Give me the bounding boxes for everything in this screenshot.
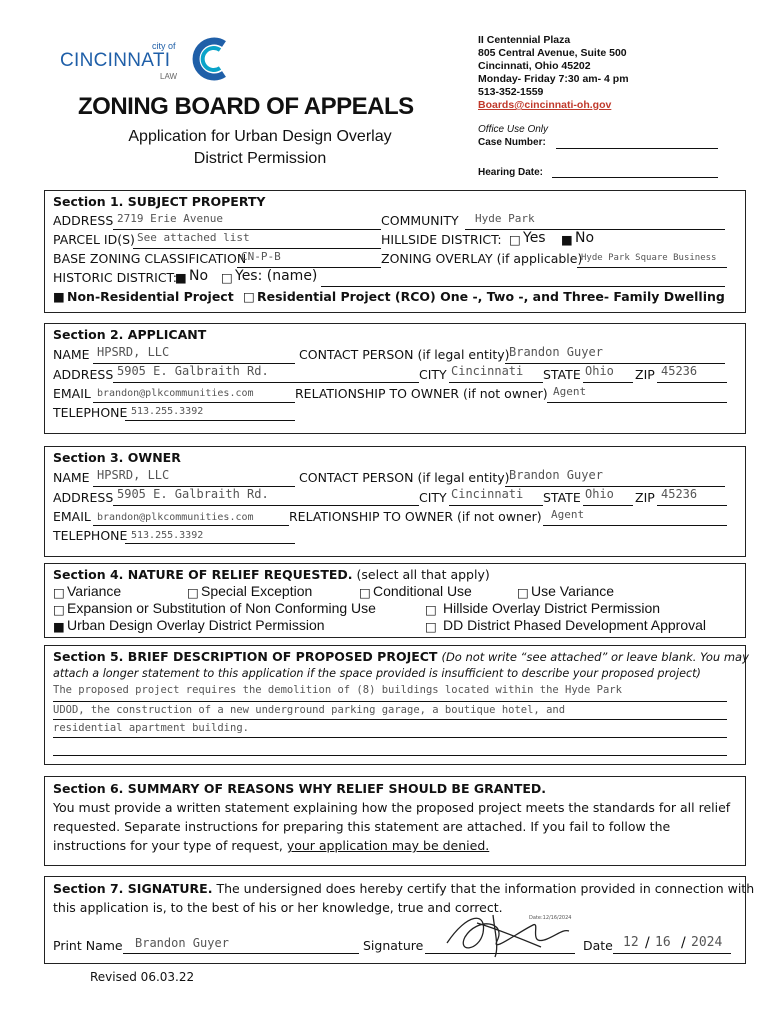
applicant-name-label: NAME (53, 347, 90, 362)
section-4-note: (select all that apply) (356, 567, 490, 582)
date-slash: / (681, 935, 686, 951)
applicant-tel-field[interactable]: 513.255.3392 (131, 406, 204, 417)
owner-zip-field[interactable]: 45236 (661, 487, 698, 501)
owner-rel-line (543, 525, 727, 526)
community-line (465, 229, 725, 230)
use-variance-checkbox[interactable]: □ (517, 585, 529, 600)
address-field[interactable]: 2719 Erie Avenue (117, 212, 223, 225)
print-name-field[interactable]: Brandon Guyer (135, 936, 229, 950)
applicant-state-line (583, 382, 633, 383)
expansion-checkbox[interactable]: □ (53, 602, 65, 617)
applicant-contact-label: CONTACT PERSON (if legal entity) (299, 347, 510, 362)
owner-email-field[interactable]: brandon@plkcommunities.com (97, 512, 254, 523)
description-underline (53, 755, 727, 756)
dd-district-label: DD District Phased Development Approval (443, 617, 707, 633)
historic-name-line[interactable] (321, 286, 725, 287)
conditional-use-checkbox[interactable]: □ (359, 585, 371, 600)
section-6-text-3a: instructions for your type of request, (53, 838, 283, 853)
denial-warning: your application may be denied. (286, 838, 490, 853)
section-5-title: Section 5. BRIEF DESCRIPTION OF PROPOSED PROJECT (53, 649, 438, 664)
parcel-label: PARCEL ID(S) (53, 232, 135, 247)
handwritten-signature-icon[interactable] (437, 903, 577, 961)
description-line[interactable]: The proposed project requires the demolition of (8) buildings located within the Hyde Park (53, 684, 622, 696)
section-6-text-2: requested. Separate instructions for preparing this statement are attached. If you fail to follow the (53, 819, 671, 834)
section-2-title: Section 2. APPLICANT (53, 327, 207, 342)
overlay-line (577, 267, 727, 268)
logo-name: CINCINNATI (60, 50, 171, 71)
address-line: II Centennial Plaza (478, 34, 571, 46)
owner-city-field[interactable]: Cincinnati (451, 487, 524, 501)
applicant-rel-field[interactable]: Agent (553, 385, 587, 398)
udod-label: Urban Design Overlay District Permission (67, 617, 325, 633)
owner-city-label: CITY (419, 490, 447, 505)
applicant-address-field[interactable]: 5905 E. Galbraith Rd. (117, 364, 269, 378)
applicant-zip-line (657, 382, 727, 383)
logo-c-icon (188, 36, 232, 82)
applicant-zip-label: ZIP (635, 367, 655, 382)
section-7-box (44, 876, 755, 964)
owner-state-field[interactable]: Ohio (585, 487, 614, 501)
section-4-heading (53, 567, 490, 582)
nonres-checkbox[interactable]: ■ (53, 289, 65, 304)
email-link[interactable]: Boards@cincinnati-oh.gov (478, 99, 612, 111)
applicant-state-label: STATE (543, 367, 581, 382)
base-zoning-label: BASE ZONING CLASSIFICATION (53, 251, 247, 266)
signature-stamp: Date:12/16/2024 (529, 915, 572, 921)
applicant-zip-field[interactable]: 45236 (661, 364, 698, 378)
applicant-name-field[interactable]: HPSRD, LLC (97, 345, 170, 359)
case-number-field[interactable] (556, 148, 718, 149)
section-5-note: (Do not write “see attached” or leave blank. You may (441, 650, 749, 664)
owner-tel-field[interactable]: 513.255.3392 (131, 530, 204, 541)
historic-label: HISTORIC DISTRICT: (53, 270, 178, 285)
applicant-city-label: CITY (419, 367, 447, 382)
historic-yes-checkbox[interactable]: □ (221, 270, 233, 285)
historic-yes-label: Yes: (name) (235, 268, 318, 284)
hearing-date-label: Hearing Date: (478, 167, 544, 178)
owner-rel-label: RELATIONSHIP TO OWNER (if not owner) (289, 509, 542, 524)
description-underline (53, 719, 727, 720)
office-use-label: Office Use Only (478, 124, 549, 135)
subtitle-line-2: District Permission (193, 150, 327, 167)
applicant-city-field[interactable]: Cincinnati (451, 364, 524, 378)
conditional-use-label: Conditional Use (373, 583, 472, 599)
hillside-no-label: No (575, 230, 595, 246)
section-7-heading (53, 881, 754, 896)
section-1-title: Section 1. SUBJECT PROPERTY (53, 194, 266, 209)
hillside-overlay-checkbox[interactable]: □ (425, 602, 437, 617)
applicant-address-line (113, 382, 419, 383)
owner-tel-label: TELEPHONE (53, 528, 128, 543)
parcel-line (133, 248, 381, 249)
applicant-tel-line (125, 420, 295, 421)
section-7-text-2: this application is, to the best of his or her knowledge, true and correct. (53, 900, 503, 915)
variance-checkbox[interactable]: □ (53, 585, 65, 600)
description-line[interactable]: UDOD, the construction of a new underground parking garage, a boutique hotel, and (53, 704, 566, 716)
applicant-rel-label: RELATIONSHIP TO OWNER (if not owner) (295, 386, 548, 401)
signature-label: Signature (363, 938, 424, 953)
hillside-no-checkbox[interactable]: ■ (561, 232, 573, 247)
special-exception-checkbox[interactable]: □ (187, 585, 199, 600)
owner-zip-line (657, 505, 727, 506)
revised-date: Revised 06.03.22 (90, 970, 195, 984)
section-4-title: Section 4. NATURE OF RELIEF REQUESTED. (53, 567, 353, 582)
section-7-text-1: The undersigned does hereby certify that the information provided in connection with (216, 881, 755, 896)
section-6-text-3 (53, 838, 489, 853)
hearing-date-field[interactable] (552, 177, 718, 178)
base-zoning-field[interactable]: CN-P-B (241, 250, 281, 263)
hillside-overlay-label: Hillside Overlay District Permission (443, 600, 661, 616)
applicant-city-line (449, 382, 543, 383)
owner-address-field[interactable]: 5905 E. Galbraith Rd. (117, 487, 269, 501)
city-logo (60, 36, 240, 88)
address-line: 805 Central Avenue, Suite 500 (478, 47, 627, 59)
applicant-address-label: ADDRESS (53, 367, 114, 382)
applicant-email-line (93, 402, 295, 403)
owner-name-field[interactable]: HPSRD, LLC (97, 468, 170, 482)
subtitle-line-1: Application for Urban Design Overlay (128, 128, 392, 145)
description-line[interactable]: residential apartment building. (53, 722, 249, 734)
date-line (613, 953, 731, 954)
use-variance-label: Use Variance (531, 583, 615, 599)
hillside-yes-label: Yes (523, 230, 546, 246)
print-name-label: Print Name (53, 938, 123, 953)
section-3-box (44, 446, 746, 557)
owner-email-line (93, 525, 289, 526)
logo-small-text: city of (152, 41, 176, 51)
logo-sub: LAW (160, 72, 178, 81)
date-month[interactable]: 12 (623, 935, 639, 950)
historic-no-checkbox[interactable]: ■ (175, 270, 187, 285)
case-number-label: Case Number: (478, 137, 546, 148)
hillside-yes-checkbox[interactable]: □ (509, 232, 521, 247)
applicant-state-field[interactable]: Ohio (585, 364, 614, 378)
office-address (478, 34, 629, 112)
dd-district-checkbox[interactable]: □ (425, 619, 437, 634)
address-line (113, 229, 381, 230)
owner-address-label: ADDRESS (53, 490, 114, 505)
section-5-box (44, 645, 749, 765)
owner-email-label: EMAIL (53, 509, 91, 524)
res-label: Residential Project (RCO) One -, Two -, and Three- Family Dwelling (257, 289, 725, 304)
applicant-rel-line (547, 402, 727, 403)
res-checkbox[interactable]: □ (243, 289, 255, 304)
address-line: Monday- Friday 7:30 am- 4 pm (478, 73, 629, 85)
special-exception-label: Special Exception (201, 583, 313, 599)
nonres-label: Non-Residential Project (67, 289, 234, 304)
date-label: Date (583, 938, 613, 953)
applicant-tel-label: TELEPHONE (53, 405, 128, 420)
section-6-text-1: You must provide a written statement explaining how the proposed project meets the standards for all relief (53, 800, 731, 815)
overlay-label: ZONING OVERLAY (if applicable) (381, 251, 583, 266)
overlay-field[interactable]: Hyde Park Square Business (581, 253, 717, 263)
section-4-box (44, 563, 746, 638)
owner-city-line (449, 505, 543, 506)
owner-zip-label: ZIP (635, 490, 655, 505)
section-3-title: Section 3. OWNER (53, 450, 181, 465)
applicant-email-field[interactable]: brandon@plkcommunities.com (97, 388, 254, 399)
historic-no-label: No (189, 268, 209, 284)
owner-tel-line (125, 543, 295, 544)
parcel-field[interactable]: See attached list (137, 231, 250, 244)
print-name-line (123, 953, 359, 954)
udod-checkbox[interactable]: ■ (53, 619, 65, 634)
hillside-label: HILLSIDE DISTRICT: (381, 232, 502, 247)
address-line: Cincinnati, Ohio 45202 (478, 60, 591, 72)
page-title: ZONING BOARD OF APPEALS (78, 93, 414, 120)
date-year[interactable]: 2024 (691, 935, 723, 950)
address-label: ADDRESS (53, 213, 114, 228)
variance-label: Variance (67, 583, 122, 599)
owner-state-label: STATE (543, 490, 581, 505)
date-day[interactable]: 16 (655, 935, 671, 950)
applicant-contact-field[interactable]: Brandon Guyer (509, 345, 603, 359)
description-underline (53, 737, 727, 738)
applicant-email-label: EMAIL (53, 386, 91, 401)
community-label: COMMUNITY (381, 213, 459, 228)
section-5-heading (53, 649, 749, 664)
owner-contact-field[interactable]: Brandon Guyer (509, 468, 603, 482)
owner-state-line (583, 505, 633, 506)
community-field[interactable]: Hyde Park (475, 212, 535, 225)
owner-address-line (113, 505, 419, 506)
section-5-note-2: attach a longer statement to this application if the space provided is insufficient to describe your proposed project) (53, 667, 701, 680)
owner-contact-label: CONTACT PERSON (if legal entity) (299, 470, 510, 485)
section-6-title: Section 6. SUMMARY OF REASONS WHY RELIEF SHOULD BE GRANTED. (53, 781, 547, 796)
address-line: 513-352-1559 (478, 86, 544, 98)
owner-name-label: NAME (53, 470, 90, 485)
section-2-box (44, 323, 746, 434)
owner-rel-field[interactable]: Agent (551, 508, 585, 521)
section-6-box (44, 776, 746, 866)
date-slash: / (645, 935, 650, 951)
expansion-label: Expansion or Substitution of Non Conforming Use (67, 600, 376, 616)
section-1-box (44, 190, 746, 313)
section-7-title: Section 7. SIGNATURE. (53, 881, 213, 896)
description-underline (53, 701, 727, 702)
